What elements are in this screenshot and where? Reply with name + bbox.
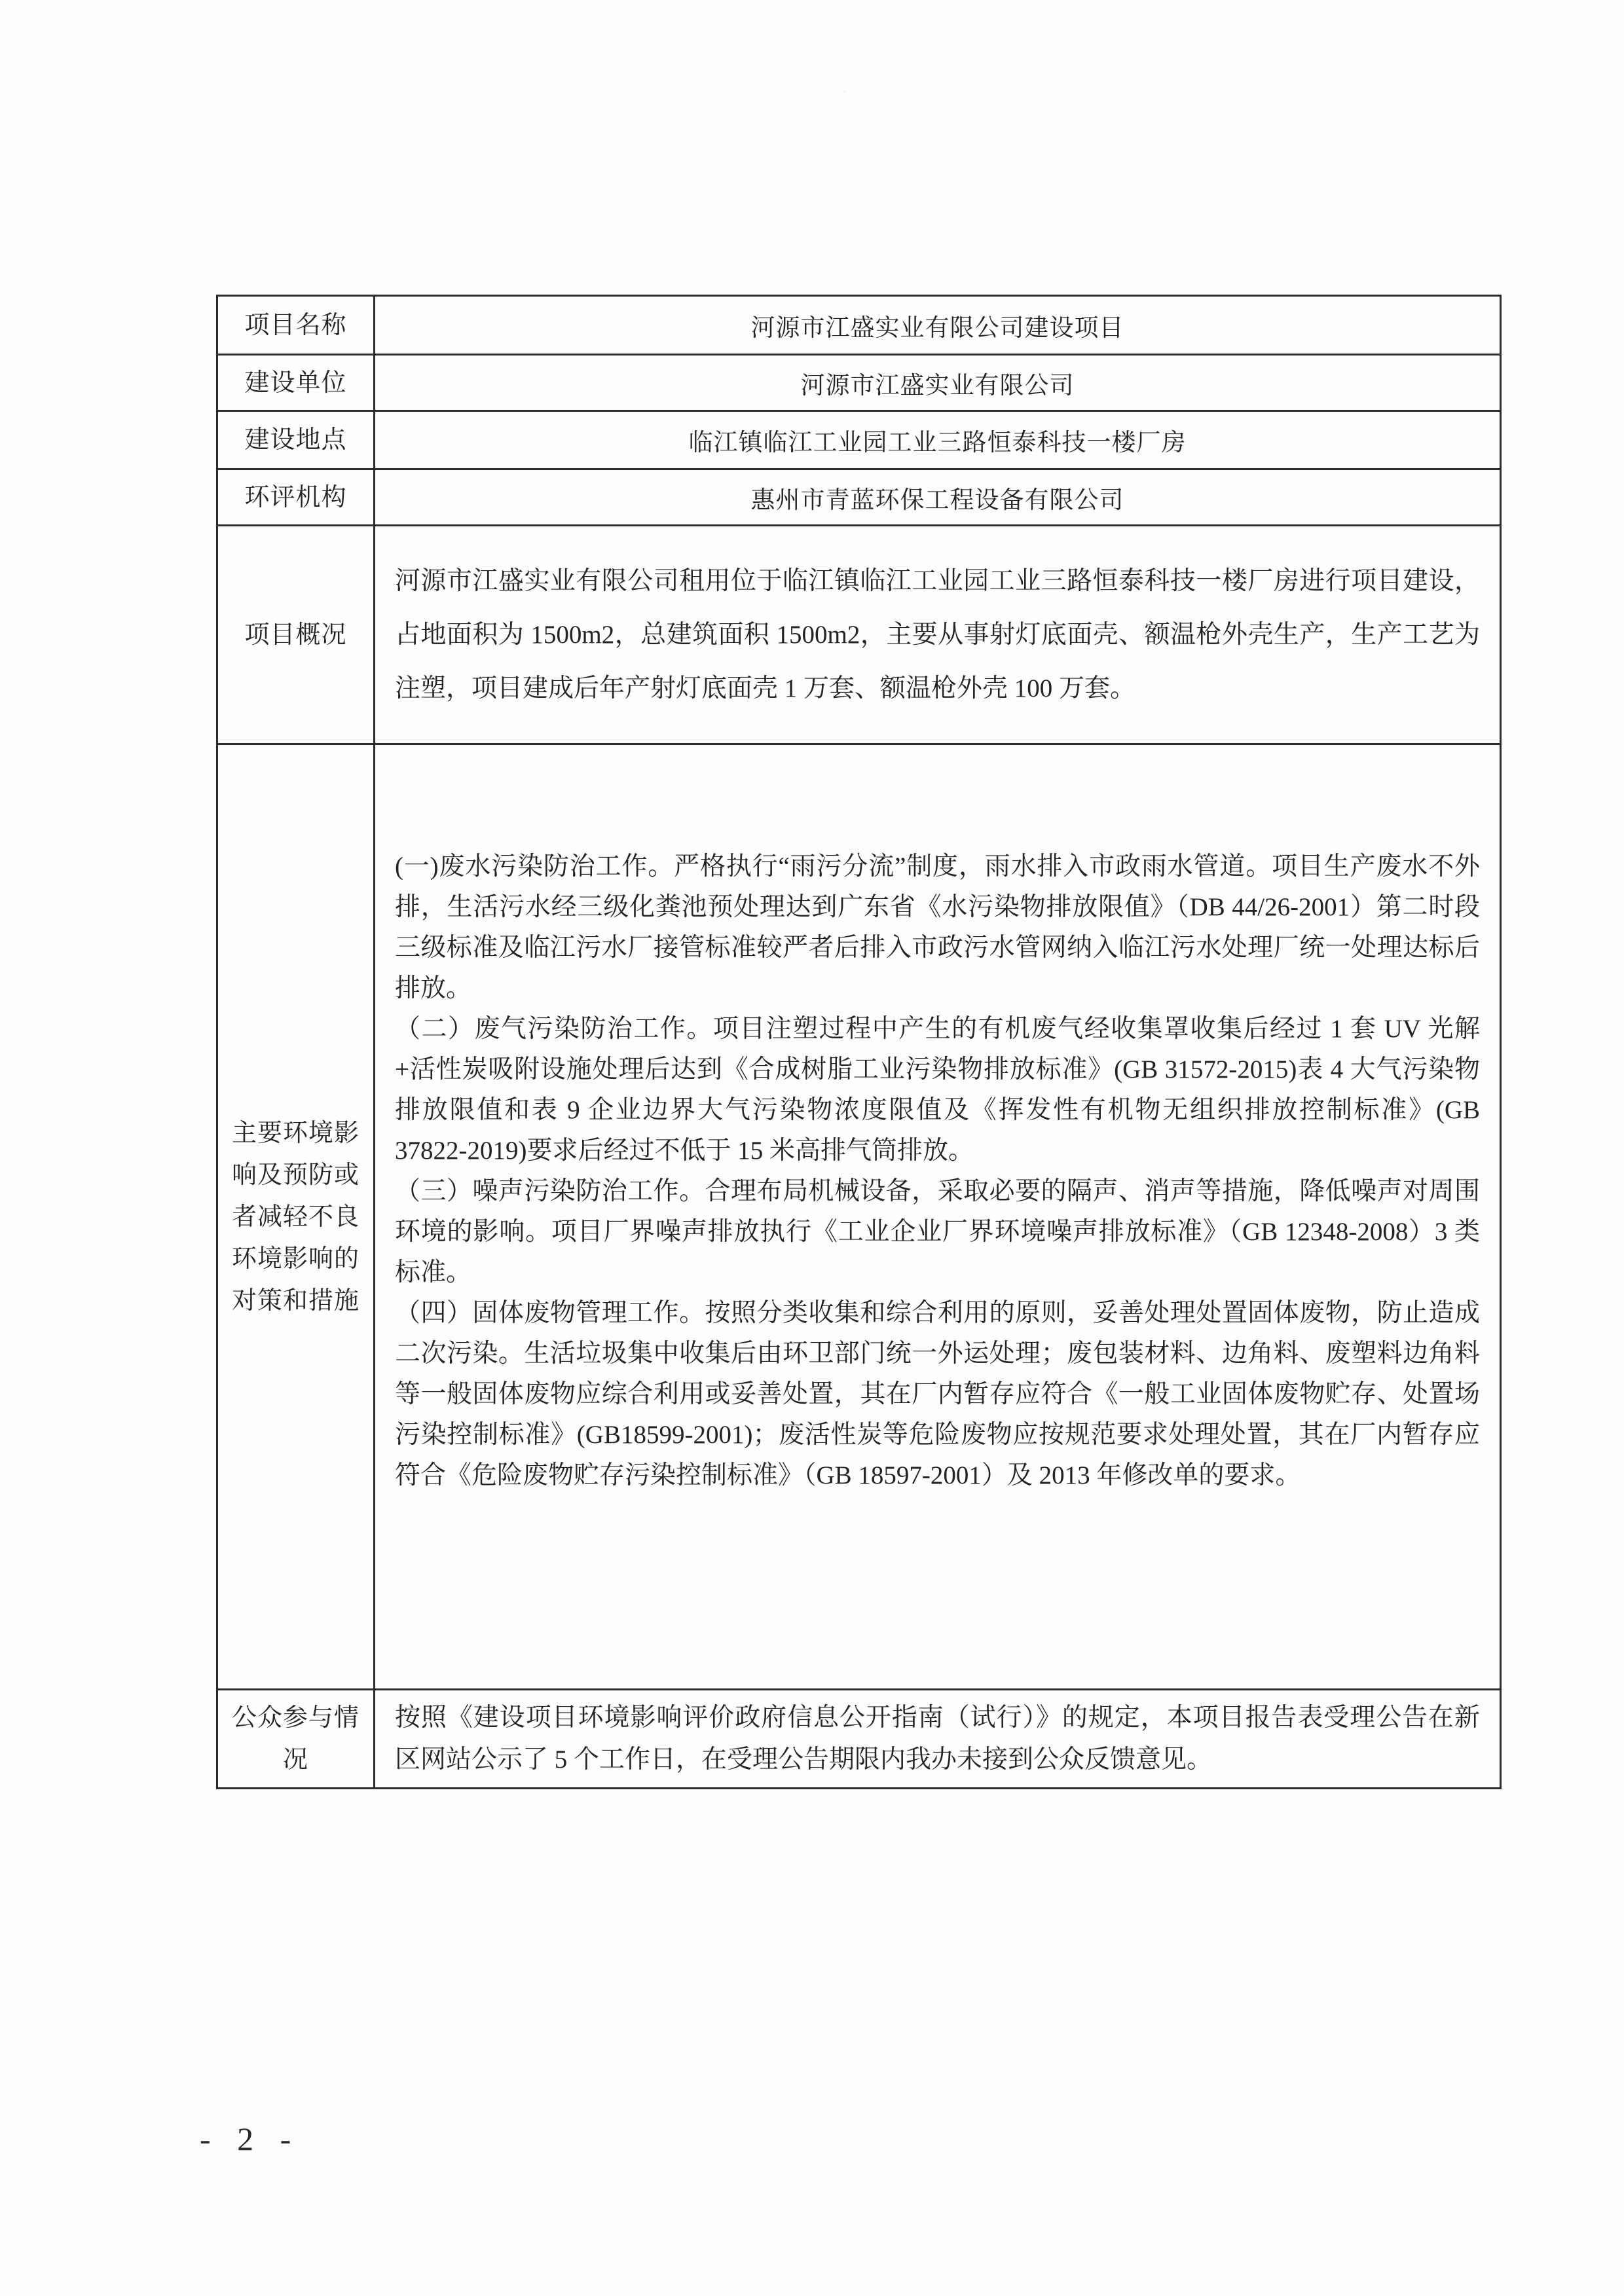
project-overview-value-cell xyxy=(375,526,1500,743)
table-row-eia-agency xyxy=(218,468,1500,524)
table-row-construction-unit xyxy=(218,354,1500,410)
eia-approval-table xyxy=(216,295,1502,1789)
construction-site-label-cell xyxy=(218,412,375,468)
eia-agency-label-cell xyxy=(218,470,375,524)
table-row-public-participation xyxy=(218,1688,1500,1787)
exhaust-gas-measures-paragraph: （二）废气污染防治工作。项目注塑过程中产生的有机废气经收集罩收集后经过 1 套 UV 光解+活性炭吸附设施处理后达到《合成树脂工业污染物排放标准》(GB 31572-2015)表 4 大气污染物排放限值和表 9 企业边界大气污染物浓度限值及《挥发性有机物无组织排放控制标准》(GB 37822-2019)要求后经过不低于 15 米高排气筒排放。 xyxy=(395,1014,1480,1165)
project-overview-label-cell xyxy=(218,526,375,743)
wastewater-measures-paragraph: (一)废水污染防治工作。严格执行“雨污分流”制度，雨水排入市政雨水管道。项目生产废水不外排，生活污水经三级化粪池预处理达到广东省《水污染物排放限值》（DB 44/26-2001）第二时段三级标准及临江污水厂接管标准较严者后排入市政污水管网纳入临江污水处理厂统一处理达标后排放。 xyxy=(395,852,1480,1002)
construction-site-label: 建设地点 xyxy=(244,426,347,454)
project-overview-text: 河源市江盛实业有限公司租用位于临江镇临江工业园工业三路恒泰科技一楼厂房进行项目建设，占地面积为 1500m2，总建筑面积 1500m2，主要从事射灯底面壳、额温枪外壳生产，生产工艺为注塑，项目建成后年产射灯底面壳 1 万套、额温枪外壳 100 万套。 xyxy=(395,566,1480,702)
public-participation-label: 公众参与情况 xyxy=(231,1704,360,1774)
construction-unit-label: 建设单位 xyxy=(244,369,347,397)
page-number: - 2 - xyxy=(200,2121,301,2157)
construction-unit-label-cell xyxy=(218,355,375,410)
public-participation-value-cell xyxy=(375,1690,1500,1787)
construction-site-value: 临江镇临江工业园工业三路恒泰科技一楼厂房 xyxy=(688,429,1187,456)
table-row-environmental-measures xyxy=(218,743,1500,1688)
construction-unit-value-cell xyxy=(375,355,1500,410)
solid-waste-measures-paragraph: （四）固体废物管理工作。按照分类收集和综合利用的原则，妥善处理处置固体废物，防止造成二次污染。生活垃圾集中收集后由环卫部门统一外运处理；废包装材料、边角料、废塑料边角料等一般固体废物应综合利用或妥善处置，其在厂内暂存应符合《一般工业固体废物贮存、处置场污染控制标准》(GB18599-2001)；废活性炭等危险废物应按规范要求处理处置，其在厂内暂存应符合《危险废物贮存污染控制标准》（GB 18597-2001）及 2013 年修改单的要求。 xyxy=(395,1298,1480,1489)
environmental-measures-label: 主要环境影响及预防或者减轻不良环境影响的对策和措施 xyxy=(231,1119,360,1315)
noise-measures-paragraph: （三）噪声污染防治工作。合理布局机械设备，采取必要的隔声、消声等措施，降低噪声对周围环境的影响。项目厂界噪声排放执行《工业企业厂界环境噪声排放标准》（GB 12348-2008）3 类标准。 xyxy=(395,1176,1480,1286)
environmental-measures-value-cell xyxy=(375,745,1500,1688)
table-row-project-name xyxy=(218,297,1500,354)
public-participation-label-cell xyxy=(218,1690,375,1787)
project-name-label: 项目名称 xyxy=(244,311,347,339)
project-name-value: 河源市江盛实业有限公司建设项目 xyxy=(750,314,1124,342)
construction-unit-value: 河源市江盛实业有限公司 xyxy=(800,372,1075,399)
construction-site-value-cell xyxy=(375,412,1500,468)
eia-agency-value: 惠州市青蓝环保工程设备有限公司 xyxy=(750,486,1124,514)
environmental-measures-label-cell xyxy=(218,745,375,1688)
table-row-construction-site xyxy=(218,410,1500,468)
eia-agency-value-cell xyxy=(375,470,1500,524)
project-overview-label: 项目概况 xyxy=(244,621,347,649)
project-name-label-cell xyxy=(218,297,375,354)
table-row-project-overview xyxy=(218,524,1500,743)
project-name-value-cell xyxy=(375,297,1500,354)
public-participation-text: 按照《建设项目环境影响评价政府信息公开指南（试行）》的规定，本项目报告表受理公告在新区网站公示了 5 个工作日，在受理公告期限内我办未接到公众反馈意见。 xyxy=(395,1704,1480,1774)
eia-agency-label: 环评机构 xyxy=(244,483,347,511)
